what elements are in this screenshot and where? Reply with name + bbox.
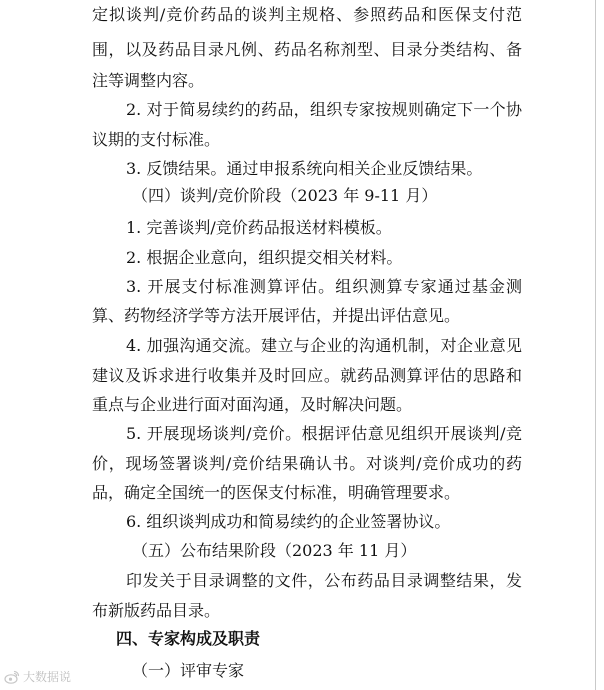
body-line: 4. 加强沟通交流。建立与企业的沟通机制，对企业意见 [126, 336, 522, 355]
body-line: 算、药物经济学等方法开展评估，并提出评估意见。 [92, 306, 461, 325]
page-edge-divider [595, 0, 596, 690]
body-line: 1. 完善谈判/竞价药品报送材料模板。 [126, 218, 392, 237]
watermark [4, 668, 71, 685]
body-line: 3. 反馈结果。通过申报系统向相关企业反馈结果。 [126, 159, 483, 178]
section-heading: （五）公布结果阶段（2023 年 11 月） [132, 541, 417, 560]
section-heading: （一）评审专家 [132, 661, 245, 680]
watermark-text: 大数据说 [23, 670, 72, 684]
body-line: 价，现场签署谈判/竞价结果确认书。对谈判/竞价成功的药 [92, 454, 522, 473]
body-line: 围，以及药品目录凡例、药品名称剂型、目录分类结构、备 [92, 40, 522, 59]
weibo-logo-icon [4, 669, 20, 685]
body-line: 印发关于目录调整的文件，公布药品目录调整结果，发 [126, 571, 522, 590]
body-line: 定拟谈判/竞价药品的谈判主规格、参照药品和医保支付范 [92, 5, 522, 24]
chapter-heading: 四、专家构成及职责 [116, 629, 261, 648]
body-line: 建议及诉求进行收集并及时回应。就药品测算评估的思路和 [92, 366, 522, 385]
section-heading: （四）谈判/竞价阶段（2023 年 9-11 月） [132, 186, 438, 205]
body-line: 5. 开展现场谈判/竞价。根据评估意见组织开展谈判/竞 [126, 424, 522, 443]
body-line: 6. 组织谈判成功和简易续约的企业签署协议。 [126, 512, 451, 531]
body-line: 重点与企业进行面对面沟通，及时解决问题。 [92, 395, 413, 414]
body-line: 2. 根据企业意向，组织提交相关材料。 [126, 248, 403, 267]
body-line: 2. 对于简易续约的药品，组织专家按规则确定下一个协 [126, 100, 522, 119]
body-line: 3. 开展支付标准测算评估。组织测算专家通过基金测 [126, 277, 522, 296]
body-line: 注等调整内容。 [92, 71, 205, 90]
body-line: 布新版药品目录。 [92, 601, 221, 620]
body-line: 议期的支付标准。 [92, 130, 221, 149]
body-line: 品，确定全国统一的医保支付标准，明确管理要求。 [92, 483, 461, 502]
